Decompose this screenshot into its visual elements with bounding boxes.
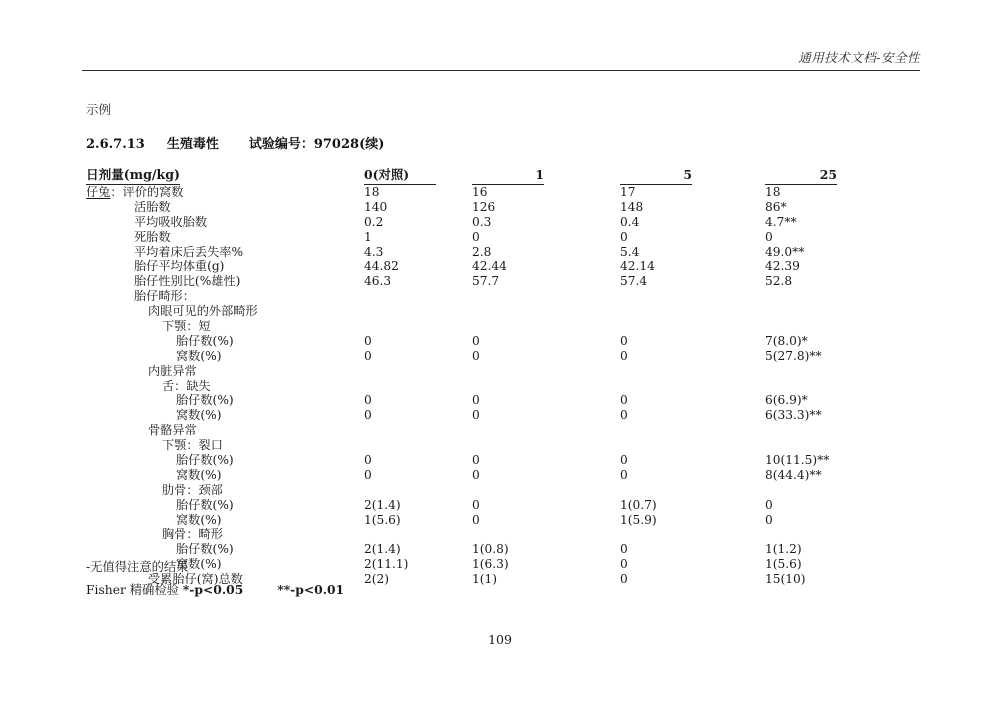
row-label: 窝数(%) — [176, 557, 222, 572]
study-label: 试验编号： — [248, 137, 314, 152]
row-label: 舌：缺失 — [162, 378, 211, 393]
table-cell: 0 — [472, 229, 480, 244]
table-cell: 2(1.4) — [364, 497, 401, 512]
table-cell: 49.0** — [765, 244, 805, 259]
table-cell: 0 — [472, 512, 480, 527]
column-header-0: 0(对照) — [364, 168, 436, 185]
table-cell: 42.14 — [620, 259, 655, 274]
table-cell: 0.3 — [472, 214, 492, 229]
table-cell: 0 — [620, 453, 628, 468]
table-cell: 0 — [620, 557, 628, 572]
table-cell: 5.4 — [620, 244, 640, 259]
row-label: 肉眼可见的外部畸形 — [148, 304, 258, 319]
column-header-1: 1 — [472, 168, 544, 185]
table-row — [86, 423, 932, 438]
table-row — [86, 557, 932, 572]
section-number: 2.6.7.13 — [86, 137, 145, 152]
table-row — [86, 483, 932, 498]
table-cell: 5(27.8)** — [765, 348, 822, 363]
table-cell: 1(5.6) — [364, 512, 401, 527]
table-cell: 8(44.4)** — [765, 467, 822, 482]
table-cell: 0 — [620, 229, 628, 244]
table-row — [86, 527, 932, 542]
row-label: 死胎数 — [134, 229, 171, 244]
row-label: 肋骨：颈部 — [162, 482, 223, 497]
table-cell: 0 — [765, 512, 773, 527]
table-row — [86, 498, 932, 513]
table-cell: 1(5.6) — [765, 557, 802, 572]
table-row — [86, 245, 932, 260]
table-cell: 46.3 — [364, 274, 392, 289]
row-label: 窝数(%) — [176, 467, 222, 482]
table-row — [86, 364, 932, 379]
section-title — [86, 133, 384, 152]
table-cell: 86* — [765, 199, 787, 214]
table-row — [86, 304, 932, 319]
table-cell: 0 — [620, 393, 628, 408]
footnote-no-notable: -无值得注意的结果 — [86, 560, 189, 574]
table-row — [86, 259, 932, 274]
table-cell: 2.8 — [472, 244, 492, 259]
table-row — [86, 453, 932, 468]
table-cell: 0.4 — [620, 214, 640, 229]
table-cell: 2(2) — [364, 572, 390, 587]
row-label: 胎仔平均体重(g) — [134, 259, 225, 274]
table-cell: 0 — [364, 408, 372, 423]
table-row — [86, 334, 932, 349]
row-label: 下颚：短 — [162, 319, 211, 334]
table-cell: 17 — [620, 185, 636, 199]
table-cell: 0 — [765, 229, 773, 244]
row-label: 胎仔畸形： — [134, 289, 195, 304]
table-row — [86, 185, 932, 200]
table-cell: 2(1.4) — [364, 542, 401, 557]
table-row — [86, 438, 932, 453]
table-row — [86, 349, 932, 364]
table-cell: 0 — [472, 497, 480, 512]
row-label: 胎仔性别比(%雄性) — [134, 274, 241, 289]
row-group-label: 仔兔 — [86, 185, 111, 199]
row-label: 平均吸收胎数 — [134, 214, 208, 229]
table-cell: 0 — [472, 393, 480, 408]
row-label: 胸骨：畸形 — [162, 527, 223, 542]
running-header: 通用技术文档-安全性 — [798, 50, 920, 65]
column-header-2: 5 — [620, 168, 692, 185]
table-cell: 0 — [472, 348, 480, 363]
table-cell: 44.82 — [364, 259, 399, 274]
table-cell: 42.44 — [472, 259, 507, 274]
row-label: 内脏异常 — [148, 363, 197, 378]
row-label: 胎仔数(%) — [176, 453, 234, 468]
study-number: 97028(续) — [313, 137, 385, 152]
table-cell: 18 — [364, 185, 380, 199]
table-cell: 0 — [620, 333, 628, 348]
table-cell: 140 — [364, 199, 388, 214]
table-cell: 0 — [364, 467, 372, 482]
table-cell: 42.39 — [765, 259, 800, 274]
row-label: 受累胎仔(窝)总数 — [148, 572, 243, 587]
table-cell: 0 — [472, 333, 480, 348]
row-label: 窝数(%) — [176, 348, 222, 363]
table-cell: 1 — [364, 229, 372, 244]
table-cell: 1(6.3) — [472, 557, 509, 572]
table-cell: 0 — [472, 453, 480, 468]
table-cell: 0 — [620, 467, 628, 482]
header-rule — [82, 70, 920, 71]
row-label — [86, 185, 184, 200]
table-cell: 2(11.1) — [364, 557, 409, 572]
table-cell: 1(5.9) — [620, 512, 657, 527]
reproductive-toxicity-table — [86, 168, 932, 587]
table-row — [86, 468, 932, 483]
table-cell: 57.7 — [472, 274, 500, 289]
table-cell: 7(8.0)* — [765, 333, 808, 348]
row-label: 骨骼异常 — [148, 423, 197, 438]
table-cell: 57.4 — [620, 274, 648, 289]
table-cell: 1(1.2) — [765, 542, 802, 557]
table-cell: 0 — [620, 572, 628, 587]
table-row — [86, 393, 932, 408]
row-label-text: ：评价的窝数 — [110, 185, 184, 199]
table-cell: 0 — [472, 467, 480, 482]
table-row — [86, 513, 932, 528]
table-cell: 6(6.9)* — [765, 393, 808, 408]
row-label: 胎仔数(%) — [176, 497, 234, 512]
table-cell: 52.8 — [765, 274, 793, 289]
footnote-statistics — [86, 580, 344, 598]
table-row-header-label: 日剂量(mg/kg) — [86, 168, 180, 185]
table-row — [86, 230, 932, 245]
table-row — [86, 379, 932, 394]
table-cell: 1(1) — [472, 572, 498, 587]
row-label: 胎仔数(%) — [176, 393, 234, 408]
footnote-sig-one: *-p<0.05 — [182, 582, 244, 597]
footnote-sig-two: **-p<0.01 — [277, 582, 345, 597]
table-cell: 0.2 — [364, 214, 384, 229]
table-row — [86, 542, 932, 557]
table-cell: 0 — [620, 348, 628, 363]
table-row — [86, 215, 932, 230]
table-cell: 4.3 — [364, 244, 384, 259]
column-header-3: 25 — [765, 168, 837, 185]
table-row — [86, 408, 932, 423]
table-cell: 15(10) — [765, 572, 806, 587]
page-number: 109 — [488, 632, 512, 647]
row-label: 窝数(%) — [176, 512, 222, 527]
table-row — [86, 200, 932, 215]
section-heading-text: 生殖毒性 — [166, 137, 219, 152]
table-cell: 0 — [765, 497, 773, 512]
row-label: 胎仔数(%) — [176, 542, 234, 557]
table-cell: 148 — [620, 199, 644, 214]
row-label: 下颚：裂口 — [162, 438, 223, 453]
table-cell: 126 — [472, 199, 496, 214]
table-cell: 18 — [765, 185, 781, 199]
table-cell: 0 — [364, 333, 372, 348]
table-cell: 0 — [620, 542, 628, 557]
row-label: 活胎数 — [134, 199, 171, 214]
row-label: 窝数(%) — [176, 408, 222, 423]
table-cell: 4.7** — [765, 214, 797, 229]
table-cell: 16 — [472, 185, 488, 199]
table-header-row — [86, 168, 932, 185]
footnote-test-name: Fisher 精确检验 — [86, 583, 179, 597]
table-cell: 1(0.7) — [620, 497, 657, 512]
row-label: 平均着床后丢失率% — [134, 244, 244, 259]
example-label: 示例 — [86, 102, 112, 117]
table-cell: 0 — [364, 453, 372, 468]
table-row — [86, 289, 932, 304]
table-cell: 0 — [620, 408, 628, 423]
table-cell: 0 — [472, 408, 480, 423]
table-cell: 0 — [364, 393, 372, 408]
row-label: 胎仔数(%) — [176, 333, 234, 348]
table-row — [86, 274, 932, 289]
table-cell: 1(0.8) — [472, 542, 509, 557]
table-cell: 6(33.3)** — [765, 408, 822, 423]
table-cell: 0 — [364, 348, 372, 363]
table-cell: 10(11.5)** — [765, 453, 830, 468]
table-row — [86, 319, 932, 334]
